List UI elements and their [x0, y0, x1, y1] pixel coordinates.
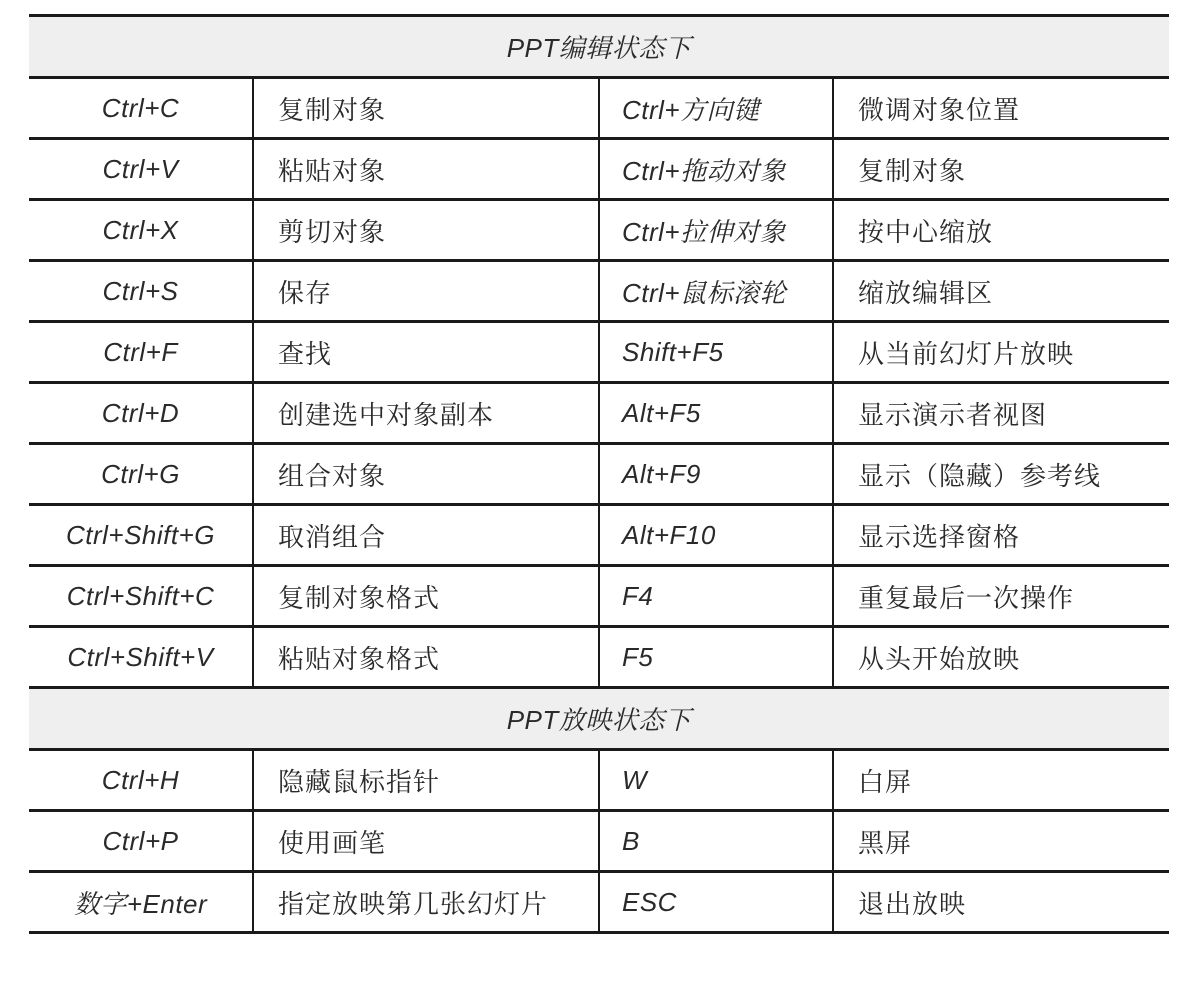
shortcut-action: 复制对象: [253, 78, 599, 139]
shortcut-key: Ctrl+F: [29, 322, 253, 383]
shortcut-key: Shift+F5: [599, 322, 833, 383]
shortcut-key: Ctrl+Shift+C: [29, 566, 253, 627]
shortcut-action: 指定放映第几张幻灯片: [253, 872, 599, 933]
shortcut-row: [29, 261, 1169, 322]
shortcut-key: B: [599, 811, 833, 872]
shortcut-key: Alt+F9: [599, 444, 833, 505]
shortcut-action: 保存: [253, 261, 599, 322]
shortcut-key: Ctrl+S: [29, 261, 253, 322]
shortcut-table-body: [29, 16, 1169, 933]
shortcut-row: [29, 139, 1169, 200]
shortcut-action: 从当前幻灯片放映: [833, 322, 1169, 383]
shortcut-action: 缩放编辑区: [833, 261, 1169, 322]
shortcut-action: 粘贴对象格式: [253, 627, 599, 688]
shortcut-action: 显示（隐藏）参考线: [833, 444, 1169, 505]
shortcut-row: [29, 627, 1169, 688]
shortcut-action: 复制对象格式: [253, 566, 599, 627]
shortcut-action: 使用画笔: [253, 811, 599, 872]
shortcut-key: Ctrl+X: [29, 200, 253, 261]
shortcut-key: W: [599, 750, 833, 811]
shortcut-key: Ctrl+方向键: [599, 78, 833, 139]
shortcut-key: Ctrl+C: [29, 78, 253, 139]
shortcut-key: Ctrl+D: [29, 383, 253, 444]
shortcut-row: [29, 444, 1169, 505]
shortcut-action: 粘贴对象: [253, 139, 599, 200]
shortcut-row: [29, 383, 1169, 444]
shortcut-key: Ctrl+H: [29, 750, 253, 811]
shortcut-action: 重复最后一次操作: [833, 566, 1169, 627]
section-title: PPT放映状态下: [29, 688, 1169, 750]
shortcut-key: Ctrl+拖动对象: [599, 139, 833, 200]
section-header-edit: [29, 16, 1169, 78]
shortcut-action: 显示演示者视图: [833, 383, 1169, 444]
shortcut-action: 显示选择窗格: [833, 505, 1169, 566]
shortcut-key: Ctrl+G: [29, 444, 253, 505]
shortcut-key: Ctrl+Shift+G: [29, 505, 253, 566]
shortcut-key: Ctrl+鼠标滚轮: [599, 261, 833, 322]
shortcut-row: [29, 322, 1169, 383]
shortcut-key: Alt+F10: [599, 505, 833, 566]
shortcut-key: F5: [599, 627, 833, 688]
shortcut-action: 按中心缩放: [833, 200, 1169, 261]
shortcut-action: 查找: [253, 322, 599, 383]
shortcut-action: 从头开始放映: [833, 627, 1169, 688]
shortcut-action: 剪切对象: [253, 200, 599, 261]
shortcut-row: [29, 505, 1169, 566]
shortcut-action: 白屏: [833, 750, 1169, 811]
shortcut-table: [29, 14, 1169, 934]
shortcut-action: 创建选中对象副本: [253, 383, 599, 444]
shortcut-row: [29, 872, 1169, 933]
shortcut-key: Ctrl+拉伸对象: [599, 200, 833, 261]
shortcut-key: Ctrl+P: [29, 811, 253, 872]
shortcut-action: 组合对象: [253, 444, 599, 505]
shortcut-key: Alt+F5: [599, 383, 833, 444]
shortcut-action: 微调对象位置: [833, 78, 1169, 139]
section-header-show: [29, 688, 1169, 750]
shortcut-action: 黑屏: [833, 811, 1169, 872]
shortcut-row: [29, 78, 1169, 139]
shortcut-key: Ctrl+Shift+V: [29, 627, 253, 688]
shortcut-row: [29, 200, 1169, 261]
shortcut-action: 隐藏鼠标指针: [253, 750, 599, 811]
shortcut-row: [29, 566, 1169, 627]
shortcut-action: 取消组合: [253, 505, 599, 566]
shortcut-key: ESC: [599, 872, 833, 933]
shortcut-action: 复制对象: [833, 139, 1169, 200]
shortcut-key: Ctrl+V: [29, 139, 253, 200]
shortcut-action: 退出放映: [833, 872, 1169, 933]
shortcut-key: 数字+Enter: [29, 872, 253, 933]
shortcut-row: [29, 750, 1169, 811]
section-title: PPT编辑状态下: [29, 16, 1169, 78]
shortcut-row: [29, 811, 1169, 872]
shortcut-key: F4: [599, 566, 833, 627]
